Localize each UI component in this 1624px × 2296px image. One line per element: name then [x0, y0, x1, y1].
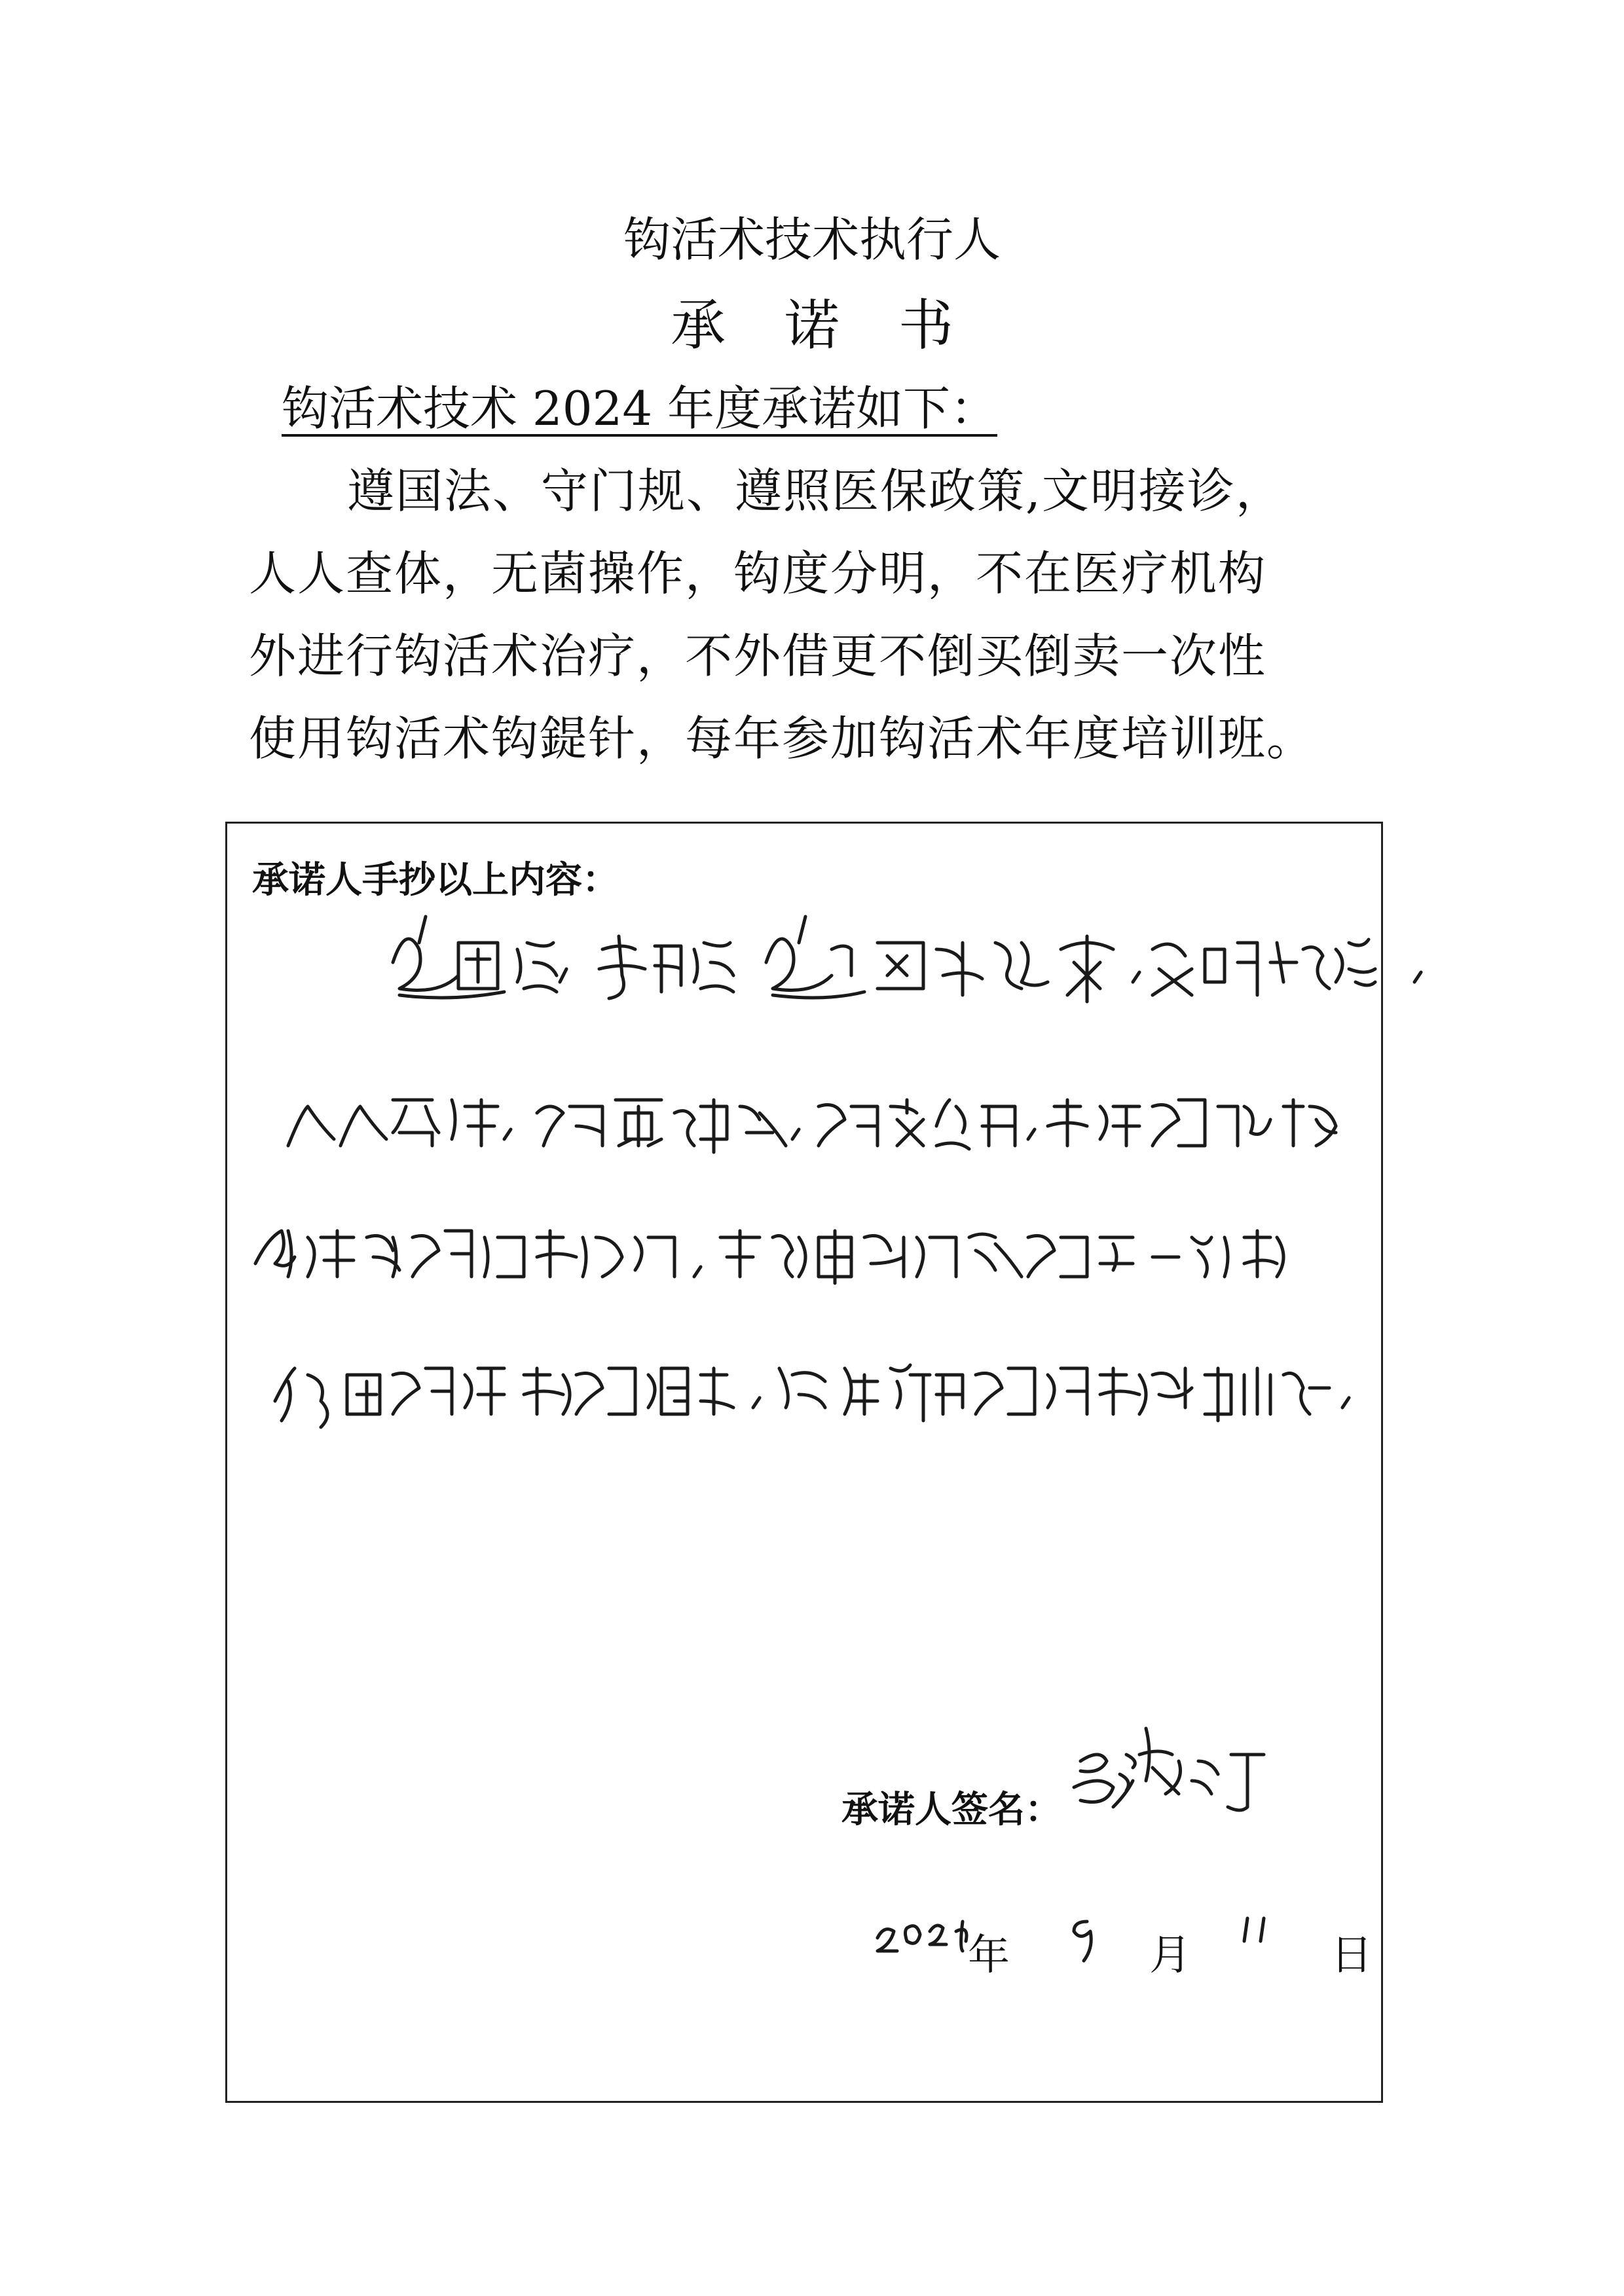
document-subtitle: 钩活术技术执行人 — [623, 212, 1001, 267]
pledge-line-1: 遵国法、守门规、遵照医保政策,文明接诊， — [347, 464, 1284, 519]
date-day-unit: 日 — [1331, 1931, 1373, 1980]
signature — [1074, 1728, 1264, 1810]
signature-label: 承诺人签名： — [841, 1788, 1061, 1831]
date-handwritten-values — [877, 1918, 1264, 1961]
pledge-line-4: 使用钩活术钩鍉针，每年参加钩活术年度培训班。 — [249, 711, 1316, 766]
date-month-unit: 月 — [1149, 1931, 1191, 1980]
copy-instruction-label: 承诺人手抄以上内容： — [252, 858, 619, 902]
pledge-line-2: 人人查体，无菌操作，钩度分明，不在医疗机构 — [249, 546, 1267, 601]
document-title: 承诺书 — [670, 293, 1012, 357]
handwritten-copy-line-2 — [288, 1100, 1336, 1152]
date-year-unit: 年 — [968, 1931, 1010, 1980]
intro-line: 钩活术技术 2024 年度承诺如下： — [282, 381, 998, 436]
pledge-line-3: 外进行钩活术治疗，不外借更不倒买倒卖一次性 — [249, 629, 1267, 683]
handwritten-copy-line-1 — [393, 917, 1421, 1002]
handwritten-copy-line-3 — [255, 1231, 1283, 1283]
handwritten-copy-line-4 — [275, 1365, 1349, 1427]
